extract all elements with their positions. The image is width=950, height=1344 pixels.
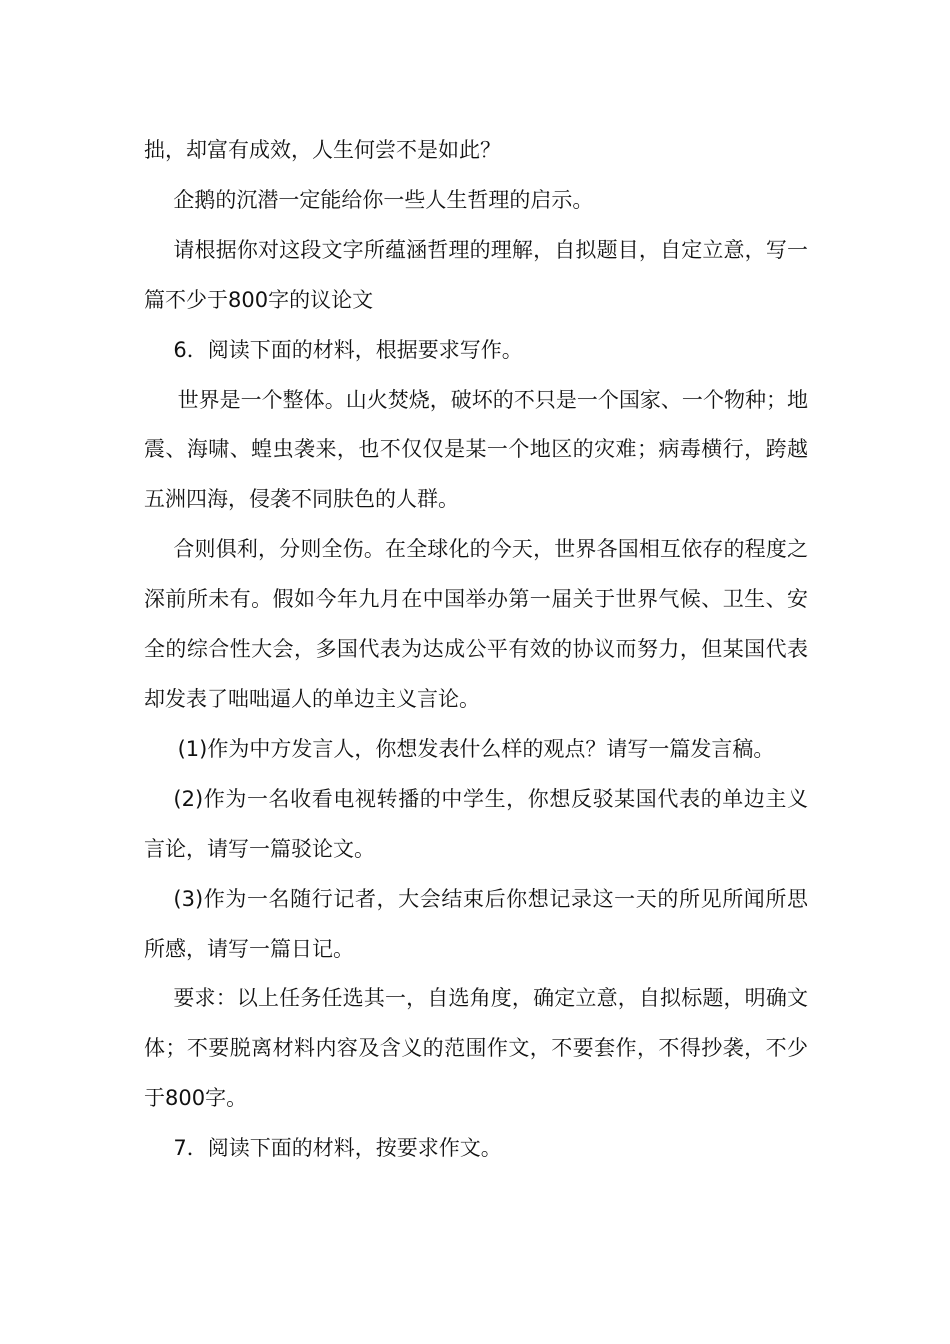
document-body [144, 126, 808, 1174]
paragraph-globalization: 合则俱利，分则全伤。在全球化的今天，世界各国相互依存的程度之深前所未有。假如今年九月在中国举办第一届关于世界气候、卫生、安全的综合性大会，多国代表为达成公平有效的协议而努力，但某国代表却发表了咄咄逼人的单边主义言论。 [144, 537, 808, 711]
paragraph-requirements: 要求：以上任务任选其一，自选角度，确定立意，自拟标题，明确文体；不要脱离材料内容及含义的范围作文，不要套作，不得抄袭，不少于800字。 [144, 986, 808, 1111]
task-option-1: (1)作为中方发言人，你想发表什么样的观点？请写一篇发言稿。 [177, 736, 775, 761]
question-6-heading: 6．阅读下面的材料，根据要求写作。 [173, 337, 523, 362]
paragraph-continuation: 拙，却富有成效，人生何尝不是如此？ [144, 138, 501, 162]
paragraph-task-5-requirement: 请根据你对这段文字所蕴涵哲理的理解，自拟题目，自定立意，写一篇不少于800字的议论文 [144, 237, 808, 312]
task-option-3: (3)作为一名随行记者，大会结束后你想记录这一天的所见所闻所思所感，请写一篇日记。 [144, 886, 808, 961]
paragraph-penguin-insight: 企鹅的沉潜一定能给你一些人生哲理的启示。 [173, 187, 594, 212]
question-7-heading: 7．阅读下面的材料，按要求作文。 [173, 1136, 502, 1161]
task-option-2: (2)作为一名收看电视转播的中学生，你想反驳某国代表的单边主义言论，请写一篇驳论文。 [144, 786, 808, 861]
paragraph-world-whole: 世界是一个整体。山火焚烧，破坏的不只是一个国家、一个物种；地震、海啸、蝗虫袭来，也不仅仅是某一个地区的灾难；病毒横行，跨越五洲四海，侵袭不同肤色的人群。 [144, 387, 808, 512]
